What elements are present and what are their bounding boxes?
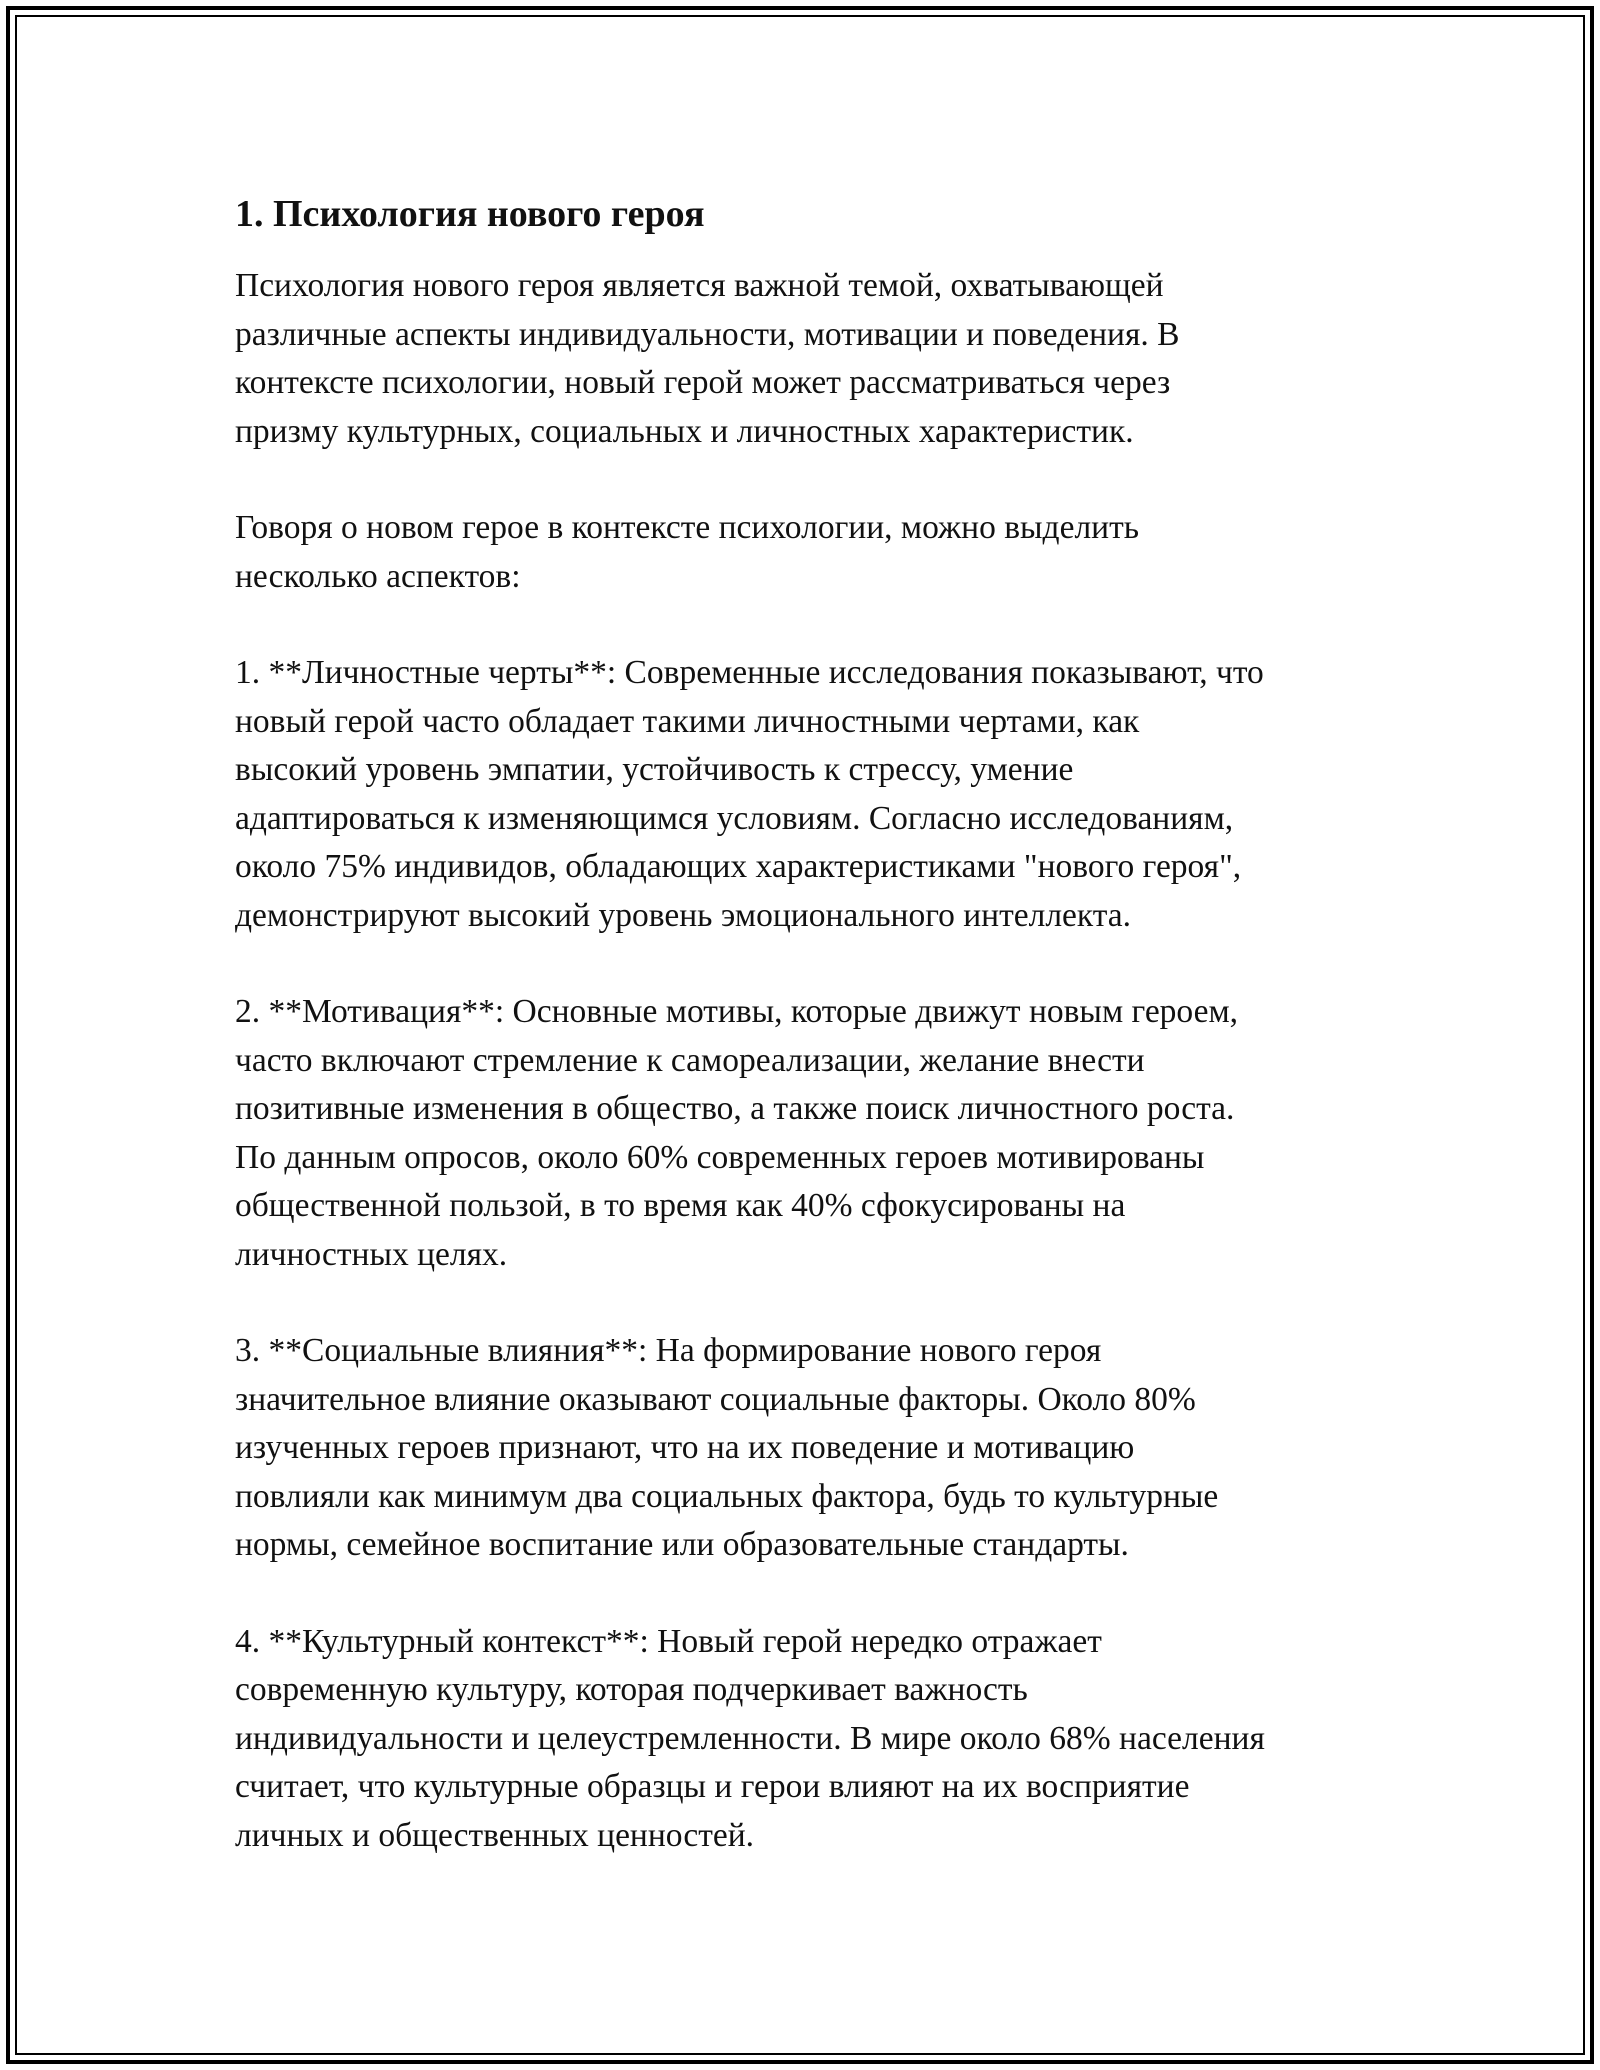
aspects-lead-paragraph: Говоря о новом герое в контексте психологии, можно выделить несколько аспектов: — [235, 509, 1140, 595]
aspect-culture-paragraph: 4. **Культурный контекст**: Новый герой нередко отражает современную культуру, которая подчеркивает важность индивидуальности и целеустремленности. В мире около 68% населения считает, что культурные образцы и герои влияют на их восприятие личных и общественных ценностей. — [235, 1622, 1265, 1854]
intro-paragraph: Психология нового героя является важной темой, охватывающей различные аспекты индивидуальности, мотивации и поведения. В контексте психологии, новый герой может рассматриваться через призму культурных, социальных и личностных характеристик. — [235, 267, 1180, 450]
aspect-social-paragraph: 3. **Социальные влияния**: На формирование нового героя значительное влияние оказывают социальные факторы. Около 80% изученных героев признают, что на их поведение и мотивацию повлияли как минимум два социальных фактора, будь то культурные нормы, семейное воспитание или образовательные стандарты. — [235, 1332, 1219, 1563]
aspect-personality-paragraph: 1. **Личностные черты**: Современные исследования показывают, что новый герой часто обладает такими личностными чертами, как высокий уровень эмпатии, устойчивость к стрессу, умение адаптироваться к изменяющимся условиям. Согласно исследованиям, около 75% индивидов, обладающих характеристиками "нового героя", демонстрируют высокий уровень эмоционального интеллекта. — [235, 654, 1264, 934]
document-body — [235, 188, 1385, 1908]
aspect-motivation-paragraph: 2. **Мотивация**: Основные мотивы, которые движут новым героем, часто включают стремление к самореализации, желание внести позитивные изменения в общество, а также поиск личностного роста. По данным опросов, около 60% современных героев мотивированы общественной пользой, в то время как 40% сфокусированы на личностных целях. — [235, 993, 1239, 1273]
section-title: 1. Психология нового героя — [235, 193, 705, 235]
